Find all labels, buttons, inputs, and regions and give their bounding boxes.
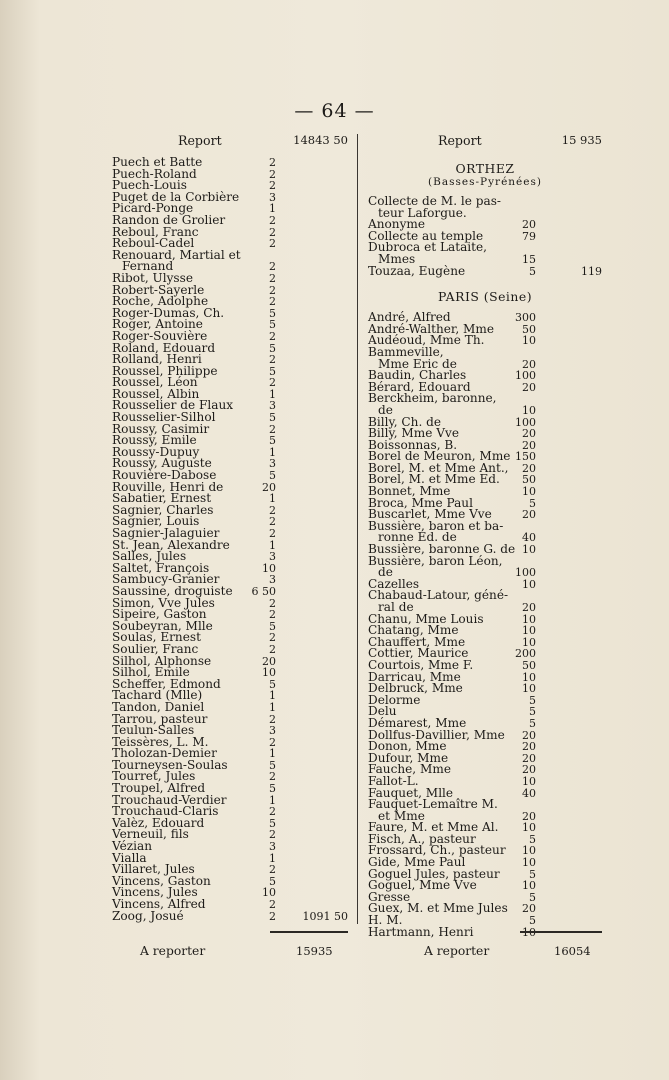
- donation-amount: 2: [269, 631, 276, 645]
- donation-amount: 50: [522, 473, 536, 487]
- column-divider: [357, 134, 358, 924]
- donation-amount: 5: [529, 914, 536, 928]
- donor-name: Fernand: [122, 259, 174, 274]
- donor-name: Rolland, Henri: [112, 352, 202, 367]
- donation-amount: 2: [269, 898, 276, 911]
- donor-name: Vézian: [112, 839, 153, 854]
- left-column: [112, 133, 348, 922]
- donation-amount: 1: [269, 689, 276, 703]
- donation-amount: 10: [522, 856, 536, 870]
- donor-name: Mme Eric de: [378, 356, 457, 371]
- left-report-header: [112, 133, 348, 157]
- donor-name: St. Jean, Alexandre: [112, 537, 230, 552]
- donor-name: Fallot-L.: [368, 773, 419, 788]
- donor-name: Sagnier-Jalaguier: [112, 526, 220, 540]
- donor-name: Roger, Antoine: [112, 317, 203, 332]
- donor-name: Reboul-Cadel: [112, 236, 195, 251]
- donor-name: Rousselier-Silhol: [112, 410, 216, 425]
- donation-amount: 5: [529, 832, 536, 846]
- donation-amount: 5: [269, 434, 276, 448]
- donor-name: Verneuil, fils: [112, 827, 189, 842]
- donation-amount: 5: [269, 341, 276, 355]
- right-report-header: [368, 133, 602, 157]
- donor-name: Gide, Mme Paul: [368, 855, 466, 870]
- donor-name: Borel, M. et Mme Ant.,: [368, 460, 509, 475]
- list-item: [368, 903, 602, 915]
- donor-name: Scheffer, Edmond: [112, 676, 221, 691]
- donor-name: Bonnet, Mme: [368, 484, 451, 499]
- donor-name: Frossard, Ch., pasteur: [368, 843, 506, 858]
- donation-amount: 2: [269, 225, 276, 239]
- donation-amount: 5: [269, 318, 276, 332]
- donation-amount: 10: [262, 886, 276, 900]
- donation-amount: 50: [522, 658, 536, 672]
- donor-name: Goguel, Mme Vve: [368, 878, 477, 893]
- list-item: [368, 393, 602, 405]
- donor-name: Roussy-Dupuy: [112, 444, 200, 459]
- donor-name: Puech-Louis: [112, 178, 187, 193]
- donor-name: Vincens, Gaston: [112, 873, 211, 888]
- donation-amount: 10: [522, 670, 536, 684]
- donor-name: Chanu, Mme Louis: [368, 611, 484, 626]
- donation-amount: 3: [269, 550, 276, 564]
- donation-amount: 2: [269, 213, 276, 227]
- donation-amount: 100: [515, 415, 536, 429]
- donation-amount: 2: [269, 422, 276, 436]
- donation-amount: 1: [269, 747, 276, 761]
- donor-name: Dufour, Mme: [368, 750, 449, 765]
- donor-name: Audéoud, Mme Th.: [368, 333, 485, 348]
- donation-amount: 5: [529, 693, 536, 707]
- donor-name: Soulas, Ernest: [112, 630, 201, 645]
- donation-amount: 2: [269, 179, 276, 193]
- donor-name: ral de: [378, 600, 414, 614]
- donor-name: Baudin, Charles: [368, 368, 467, 383]
- donor-name: Vialla: [112, 850, 147, 865]
- donation-amount: 20: [522, 751, 536, 765]
- carry-forward-label: A reporter: [424, 944, 490, 958]
- donor-name: Tandon, Daniel: [112, 699, 205, 714]
- donation-amount: 10: [522, 577, 536, 591]
- donor-name: Rouvière-Dabose: [112, 468, 217, 483]
- donor-name: Darricau, Mme: [368, 669, 461, 684]
- donor-name: Chabaud-Latour, géné-: [368, 588, 509, 603]
- donor-name: Collecte au temple: [368, 228, 484, 243]
- donation-amount: 2: [269, 503, 276, 517]
- donation-amount: 5: [529, 867, 536, 881]
- donor-name: Fauquet-Lemaître M.: [368, 797, 498, 812]
- donation-amount: 10: [522, 682, 536, 696]
- paris-entry-list: [368, 312, 602, 938]
- list-item: [368, 263, 602, 278]
- section-city-orthez: ORTHEZ: [455, 161, 515, 176]
- donor-name: Roussel, Albin: [112, 386, 200, 401]
- donor-name: Villaret, Jules: [112, 862, 195, 877]
- donor-name: Puech-Roland: [112, 166, 197, 181]
- list-item: [112, 841, 348, 853]
- donor-name: Tourret, Jules: [112, 769, 196, 784]
- donation-amount: 10: [522, 844, 536, 858]
- donor-name: de: [378, 565, 393, 580]
- donor-name: Valèz, Edouard: [112, 815, 205, 830]
- orthez-entry-list: [368, 196, 602, 277]
- list-item: [368, 553, 602, 568]
- donation-amount: 20: [522, 380, 536, 394]
- donation-amount: 3: [269, 457, 276, 471]
- donation-amount: 2: [269, 237, 276, 251]
- donation-amount: 5: [269, 411, 276, 425]
- donor-name: Dollfus-Davillier, Mme: [368, 727, 505, 742]
- donor-name: André, Alfred: [368, 310, 451, 325]
- list-item: [112, 908, 348, 923]
- donor-name: Mmes: [378, 251, 416, 266]
- donation-amount: 1: [269, 538, 276, 552]
- donor-name: Fauquet, Mlle: [368, 785, 454, 800]
- report-amount: 14843 50: [293, 133, 348, 147]
- donation-amount: 10: [522, 485, 536, 499]
- donor-name: Cazelles: [368, 576, 420, 591]
- section-region-orthez: (Basses-Pyrénées): [428, 176, 542, 188]
- donor-name: Puget de la Corbière: [112, 189, 240, 204]
- donor-name: Buscarlet, Mme Vve: [368, 507, 492, 522]
- donation-amount: 2: [269, 167, 276, 181]
- donation-amount: 15: [522, 252, 536, 266]
- donor-name: Roussy, Emile: [112, 433, 197, 448]
- section-total: 1091 50: [302, 909, 348, 923]
- donor-name: Roussel, Léon: [112, 375, 198, 390]
- donor-name: Courtois, Mme F.: [368, 657, 474, 672]
- donation-amount: 10: [522, 334, 536, 348]
- donor-name: Bérard, Edouard: [368, 379, 471, 394]
- carry-forward-amount: 16054: [554, 944, 591, 958]
- donor-name: Reboul, Franc: [112, 224, 199, 239]
- donor-name: Goguel Jules, pasteur: [368, 866, 500, 881]
- report-label: Report: [178, 133, 222, 148]
- right-column: [368, 133, 602, 938]
- donor-name: Boissonnas, B.: [368, 437, 458, 452]
- donation-amount: 2: [269, 608, 276, 622]
- donation-amount: 300: [515, 311, 536, 325]
- donation-amount: 2: [269, 283, 276, 297]
- donor-name: Roche, Adolphe: [112, 294, 209, 309]
- donation-amount: 20: [522, 740, 536, 754]
- donation-amount: 5: [529, 716, 536, 730]
- donation-amount: 10: [262, 666, 276, 680]
- donor-name: Touzaa, Eugène: [368, 263, 466, 278]
- donation-amount: 2: [269, 271, 276, 285]
- donor-name: Démarest, Mme: [368, 715, 467, 730]
- donation-amount: 1: [269, 202, 276, 216]
- donor-name: Teissères, L. M.: [112, 734, 209, 749]
- donation-amount: 20: [522, 508, 536, 522]
- donor-name: Roger-Dumas, Ch.: [112, 305, 225, 320]
- donation-amount: 20: [522, 357, 536, 371]
- section-city-paris: PARIS (Seine): [437, 289, 533, 305]
- donation-amount: 10: [522, 612, 536, 626]
- donor-name: Robert-Sayerle: [112, 282, 205, 297]
- donation-amount: 200: [515, 647, 536, 661]
- donor-name: Simon, Vve Jules: [112, 595, 215, 610]
- donor-name: Soulier, Franc: [112, 641, 199, 656]
- donor-name: de: [378, 402, 393, 417]
- donor-name: Picard-Ponge: [112, 201, 194, 216]
- donation-amount: 1: [269, 851, 276, 865]
- donation-amount: 10: [522, 879, 536, 893]
- donation-amount: 3: [269, 399, 276, 413]
- donation-amount: 2: [269, 770, 276, 784]
- carry-forward-amount: 15935: [296, 944, 333, 958]
- donation-amount: 2: [269, 260, 276, 274]
- donor-name: Troupel, Alfred: [112, 781, 206, 796]
- donor-name: Borel de Meuron, Mme: [368, 449, 511, 464]
- donor-name: Collecte de M. le pas-: [368, 194, 501, 208]
- donor-name: Silhol, Emile: [112, 665, 190, 680]
- section-gap: [368, 277, 602, 285]
- donation-amount: 5: [529, 890, 536, 904]
- donor-name: Tourneysen-Soulas: [112, 757, 228, 772]
- donor-name: Fauche, Mme: [368, 762, 451, 777]
- donor-name: Ribot, Ulysse: [112, 270, 194, 285]
- donor-name: Renouard, Martial et: [112, 247, 241, 262]
- donor-name: Roussel, Philippe: [112, 363, 218, 378]
- donor-name: Guex, M. et Mme Jules: [368, 901, 508, 916]
- donation-amount: 2: [269, 527, 276, 540]
- donation-amount: 5: [269, 758, 276, 772]
- donor-name: Bussière, baron et ba-: [368, 518, 504, 533]
- donor-name: Bammeville,: [368, 344, 444, 359]
- donation-amount: 1: [269, 793, 276, 807]
- donation-amount: 6 50: [251, 584, 276, 598]
- donation-amount: 2: [269, 828, 276, 842]
- donor-name: Gresse: [368, 889, 411, 904]
- donor-name: Salles, Jules: [112, 549, 187, 564]
- donation-amount: 10: [522, 635, 536, 649]
- donor-name: Hartmann, Henri: [368, 924, 474, 939]
- donation-amount: 1: [269, 387, 276, 401]
- donor-name: Anonyme: [368, 217, 426, 232]
- donor-name: Roger-Souvière: [112, 328, 208, 343]
- donation-amount: 1: [269, 700, 276, 714]
- donation-amount: 3: [269, 724, 276, 738]
- donation-amount: 5: [269, 816, 276, 830]
- donor-name: Billy, Ch. de: [368, 414, 442, 429]
- donation-amount: 40: [522, 786, 536, 800]
- donor-name: Roussy, Auguste: [112, 456, 212, 471]
- donor-name: H. M.: [368, 913, 403, 928]
- left-total-rule: [270, 931, 348, 933]
- donor-name: Borel, M. et Mme Ed.: [368, 472, 500, 487]
- donor-name: Silhol, Alphonse: [112, 653, 212, 668]
- donor-name: Billy, Mme Vve: [368, 426, 459, 441]
- donation-amount: 5: [269, 306, 276, 320]
- donor-name: Randon de Grolier: [112, 212, 226, 227]
- donation-amount: 5: [529, 264, 536, 278]
- donation-amount: 2: [269, 376, 276, 390]
- donor-name: Vincens, Alfred: [112, 897, 206, 911]
- donation-amount: 5: [269, 364, 276, 378]
- donor-name: Broca, Mme Paul: [368, 495, 473, 510]
- donation-amount: 20: [522, 728, 536, 742]
- donor-name: Sabatier, Ernest: [112, 491, 212, 506]
- donor-name: Rouville, Henri de: [112, 479, 224, 494]
- donation-amount: 1: [269, 445, 276, 459]
- donation-amount: 20: [522, 601, 536, 614]
- donor-name: Saltet, François: [112, 560, 210, 575]
- donation-amount: 2: [269, 353, 276, 367]
- donor-name: Sipeire, Gaston: [112, 607, 207, 622]
- donation-amount: 5: [269, 677, 276, 691]
- donation-amount: 2: [269, 596, 276, 610]
- donation-amount: 20: [262, 480, 276, 494]
- donation-amount: 10: [522, 543, 536, 557]
- donor-name: Bussière, baronne G. de: [368, 542, 516, 557]
- donation-amount: 2: [269, 735, 276, 749]
- donor-name: Chatang, Mme: [368, 623, 459, 638]
- donor-name: Bussière, baron Léon,: [368, 553, 503, 568]
- report-amount: 15 935: [561, 133, 602, 147]
- donor-name: Chauffert, Mme: [368, 634, 466, 649]
- donation-amount: 5: [269, 469, 276, 483]
- donation-amount: 5: [269, 782, 276, 796]
- donation-amount: 2: [269, 329, 276, 343]
- donor-name: Zoog, Josué: [112, 908, 184, 923]
- donor-name: et Mme: [378, 808, 425, 823]
- donation-amount: 10: [522, 774, 536, 788]
- left-entry-list: [112, 157, 348, 922]
- donor-name: Sambucy-Granier: [112, 572, 220, 587]
- donor-name: Tarrou, pasteur: [112, 711, 208, 726]
- donation-amount: 5: [529, 496, 536, 510]
- donation-amount: 20: [522, 438, 536, 452]
- donor-name: Soubeyran, Mlle: [112, 618, 213, 633]
- donor-name: Saussine, droguiste: [112, 583, 233, 598]
- donation-amount: 20: [262, 654, 276, 668]
- donation-amount: 3: [269, 190, 276, 204]
- list-item: [368, 692, 602, 707]
- donation-amount: 2: [269, 909, 276, 923]
- donation-amount: 50: [522, 322, 536, 336]
- donor-name: Trouchaud-Verdier: [112, 792, 227, 807]
- right-total-rule: [520, 931, 602, 933]
- donation-amount: 10: [522, 624, 536, 638]
- donation-amount: 100: [515, 566, 536, 580]
- donor-name: Delu: [368, 704, 397, 719]
- donor-name: Rousselier de Flaux: [112, 398, 234, 413]
- section-total: 119: [581, 264, 602, 278]
- page-number: — 64 —: [294, 100, 375, 122]
- donor-name: Faure, M. et Mme Al.: [368, 820, 499, 835]
- donor-name: Trouchaud-Claris: [112, 804, 219, 819]
- donation-amount: 10: [522, 821, 536, 835]
- donation-amount: 10: [522, 403, 536, 417]
- donor-name: Roland, Edouard: [112, 340, 216, 355]
- donor-name: Sagnier, Louis: [112, 514, 200, 529]
- donation-amount: 5: [529, 705, 536, 719]
- donor-name: Donon, Mme: [368, 739, 447, 754]
- donor-name: Teulun-Salles: [112, 723, 195, 738]
- carry-forward-label: A reporter: [140, 944, 206, 958]
- donor-name: Sagnier, Charles: [112, 502, 214, 517]
- donation-amount: 3: [269, 573, 276, 587]
- donor-name: Cottier, Maurice: [368, 646, 469, 661]
- donation-amount: 150: [515, 450, 536, 464]
- donation-amount: 20: [522, 809, 536, 823]
- donor-name: Delbruck, Mme: [368, 681, 463, 696]
- donation-amount: 2: [269, 642, 276, 656]
- donor-name: Dubroca et Lataite,: [368, 240, 488, 255]
- donation-amount: 100: [515, 369, 536, 383]
- donor-name: Roussy, Casimir: [112, 421, 210, 436]
- donation-amount: 20: [522, 902, 536, 916]
- donor-name: Tachard (Mlle): [112, 688, 203, 703]
- donation-amount: 20: [522, 763, 536, 777]
- donation-amount: 1: [269, 492, 276, 506]
- donation-amount: 20: [522, 427, 536, 441]
- donation-amount: 2: [269, 515, 276, 529]
- donor-name: teur Laforgue.: [378, 205, 467, 220]
- donation-amount: 20: [522, 218, 536, 232]
- report-label: Report: [438, 133, 482, 148]
- donation-amount: 2: [269, 863, 276, 877]
- donor-name: Delorme: [368, 692, 421, 707]
- donor-name: Berckheim, baronne,: [368, 391, 497, 406]
- donation-amount: 40: [522, 531, 536, 545]
- donation-amount: 20: [522, 461, 536, 475]
- donation-amount: 2: [269, 805, 276, 819]
- donor-name: Puech et Batte: [112, 155, 203, 169]
- donation-amount: 2: [269, 295, 276, 309]
- donation-amount: 3: [269, 840, 276, 854]
- donor-name: ronne Ed. de: [378, 530, 457, 545]
- donation-amount: 10: [262, 561, 276, 575]
- donor-name: Vincens, Jules: [112, 885, 198, 900]
- donation-amount: 5: [269, 874, 276, 888]
- donor-name: Tholozan-Demier: [112, 746, 217, 761]
- donation-amount: 5: [269, 619, 276, 633]
- donation-amount: 2: [269, 156, 276, 169]
- donation-amount: 79: [522, 229, 536, 243]
- donation-amount: 2: [269, 712, 276, 726]
- donor-name: André-Walther, Mme: [368, 321, 495, 336]
- donor-name: Fisch, A., pasteur: [368, 831, 476, 846]
